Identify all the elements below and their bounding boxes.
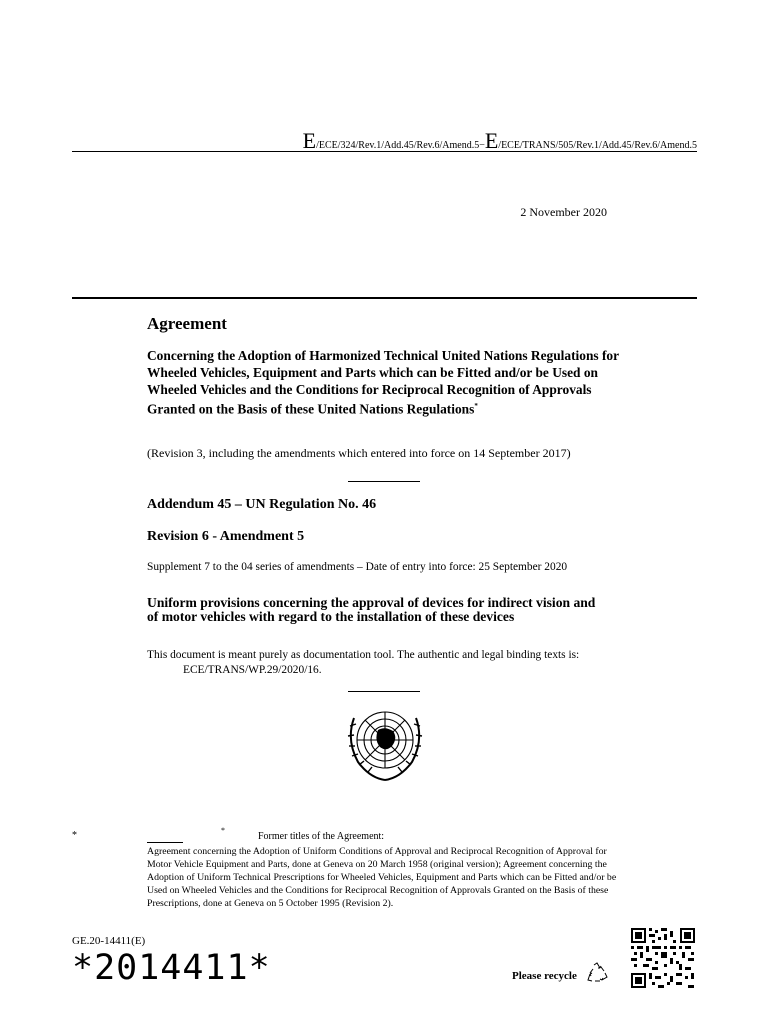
barcode-text: *2014411*: [72, 948, 271, 988]
symbol-rest-2: /ECE/TRANS/505/Rev.1/Add.45/Rev.6/Amend.5: [498, 140, 697, 151]
separator-rule-2: [348, 691, 420, 692]
symbol-rest-1: /ECE/324/Rev.1/Add.45/Rev.6/Amend.5: [316, 140, 480, 151]
agreement-subtitle-text: Concerning the Adoption of Harmonized Technical United Nations Regulations for Wheeled Vehicles, Equipment and Parts which can be Fitted and/or be Used on Wheeled Vehicles and the Conditions for Reciprocal Recognition of Approvals Granted on the Basis of these United Nations Regulations: [147, 348, 619, 417]
please-recycle-label: Please recycle: [512, 970, 577, 982]
documentation-note: This document is meant purely as documentation tool. The authentic and legal binding texts is:: [147, 649, 580, 661]
agreement-heading: Agreement: [147, 314, 227, 333]
footnote-marker-inline: *: [221, 826, 225, 835]
supplement-line: Supplement 7 to the 04 series of amendments – Date of entry into force: 25 September 2020: [147, 561, 568, 573]
qr-code: [631, 928, 695, 988]
footnote-ref: *: [474, 402, 478, 411]
agreement-subtitle: [147, 348, 627, 419]
job-number: GE.20-14411(E): [72, 935, 146, 947]
recycle-icon: [585, 961, 609, 985]
separator-rule-1: [348, 481, 420, 482]
revision-note: (Revision 3, including the amendments which entered into force on 14 September 2017): [147, 446, 571, 460]
document-date: 2 November 2020: [520, 205, 607, 219]
footnote-rule: [147, 842, 183, 843]
header-rule: [72, 151, 697, 152]
footnote-text: Agreement concerning the Adoption of Uniform Conditions of Approval and Reciprocal Recognition of Approval for Motor Vehicle Equipment and Parts, done at Geneva on 20 March 1958 (original version); Agreement concerning the Adoption of Uniform Technical Prescriptions for Wheeled Vehicles, Equipment and Parts which can be Fitted and/or be Used on Wheeled Vehicles and the Conditions for Reciprocal Recognition of Approvals Granted on the Basis of these Prescriptions, done at Geneva on 5 October 1995 (Revision 2).: [147, 846, 617, 910]
regulation-title: Uniform provisions concerning the approval of devices for indirect vision and of motor vehicles with regard to the installation of these devices: [147, 595, 596, 625]
revision-amendment-title: Revision 6 - Amendment 5: [147, 529, 305, 544]
symbol-prefix-1: E: [302, 128, 317, 153]
un-emblem-icon: [338, 700, 432, 786]
title-rule: [72, 297, 697, 299]
symbol-separator: −: [479, 140, 485, 151]
footnote-lead: Former titles of the Agreement:: [258, 831, 385, 842]
footnote-marker: *: [72, 830, 77, 841]
symbol-prefix-2: E: [484, 128, 499, 153]
official-text-reference: ECE/TRANS/WP.29/2020/16.: [183, 664, 322, 676]
addendum-title: Addendum 45 – UN Regulation No. 46: [147, 497, 377, 512]
